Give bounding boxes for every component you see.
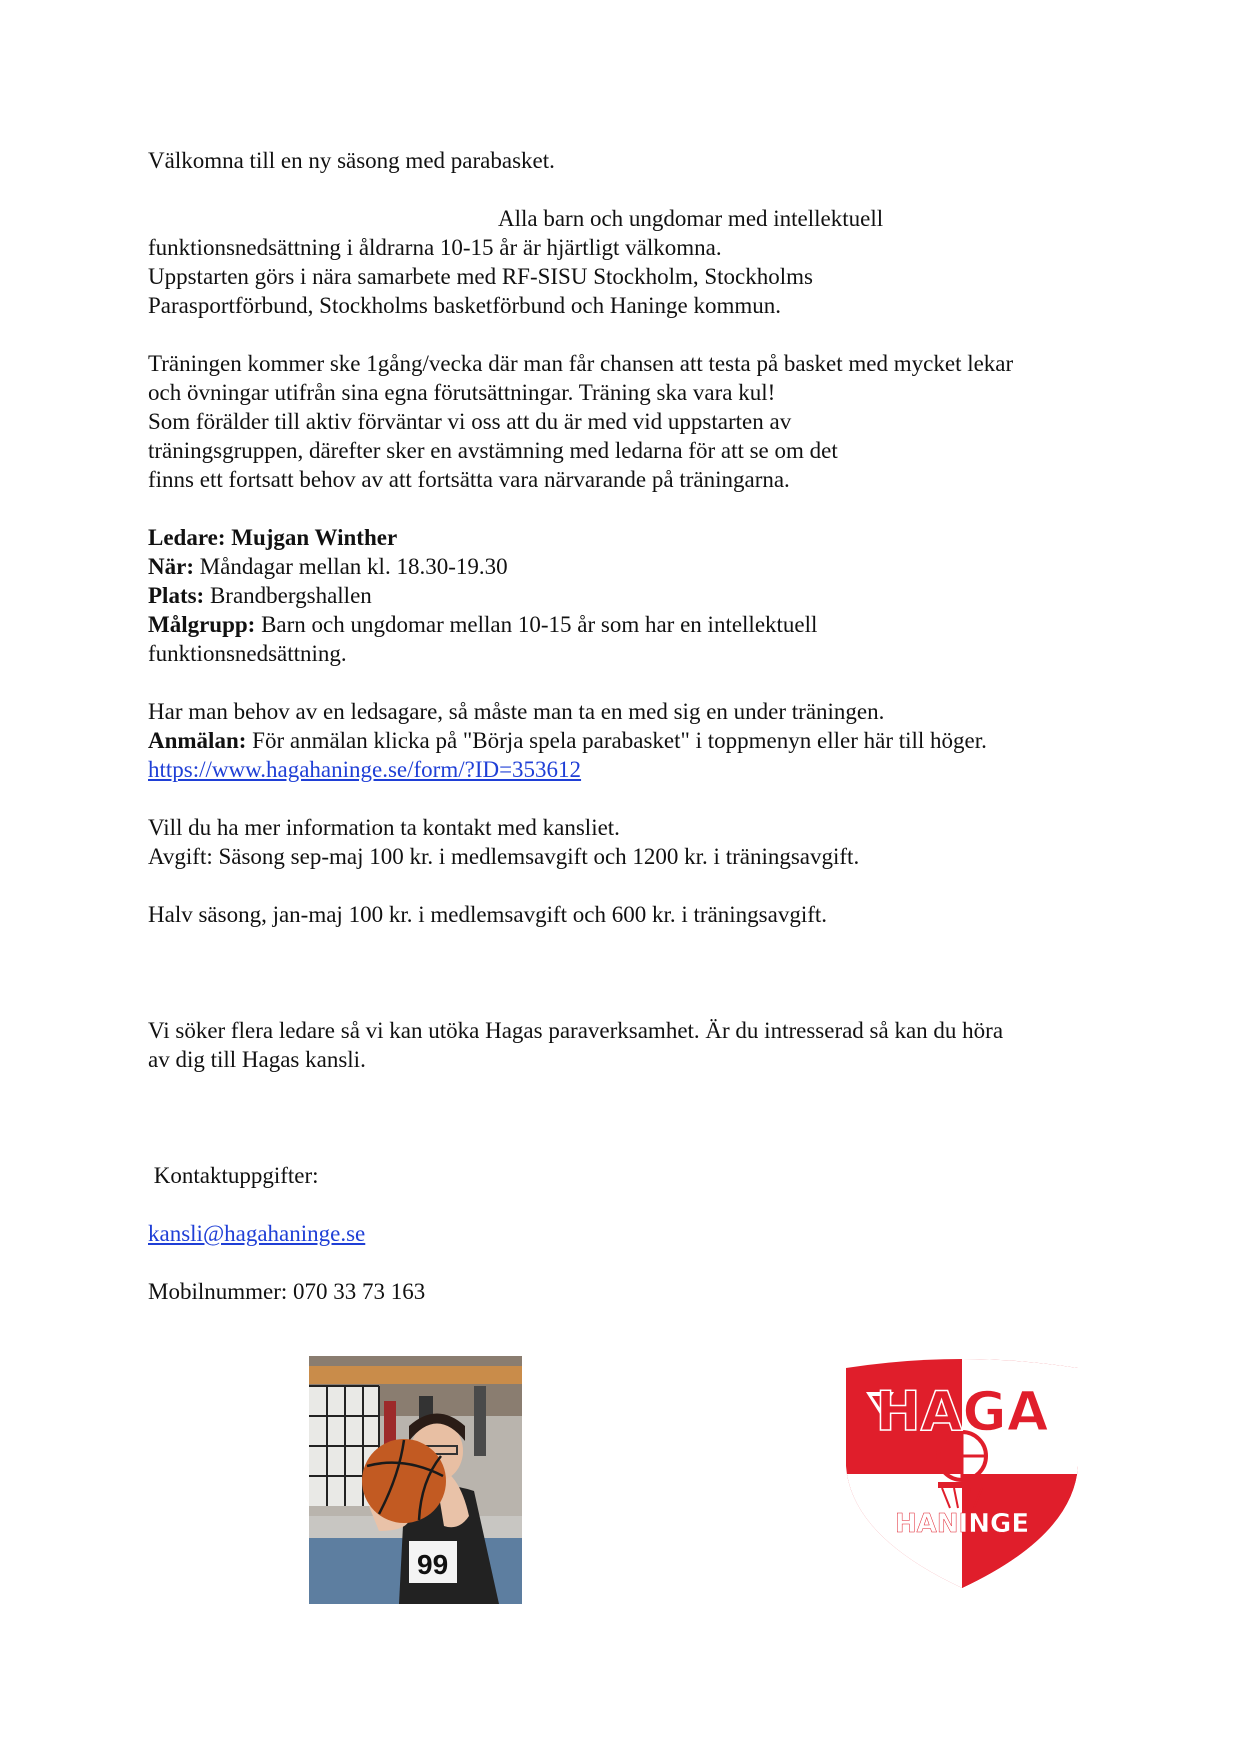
signup-label: Anmälan: (148, 728, 247, 753)
training-line-5: finns ett fortsatt behov av att fortsätta vara närvarande på träningarna. (148, 467, 790, 492)
signup-text: För anmälan klicka på "Börja spela parabasket" i toppmenyn eller här till höger. (246, 728, 987, 753)
target-label: Målgrupp: (148, 612, 256, 637)
training-line-3: Som förälder till aktiv förväntar vi oss att du är med vid uppstarten av (148, 409, 792, 434)
jersey-number: 99 (417, 1549, 449, 1580)
when-value: Måndagar mellan kl. 18.30-19.30 (193, 554, 508, 579)
intro-line-2: funktionsnedsättning i åldrarna 10-15 år är hjärtligt välkomna. (148, 235, 722, 260)
player-photo (309, 1356, 522, 1604)
intro-line-3: Uppstarten görs i nära samarbete med RF-SISU Stockholm, Stockholms (148, 264, 814, 289)
signup-form-link[interactable]: https://www.hagahaninge.se/form/?ID=353612 (148, 757, 582, 782)
target-value: Barn och ungdomar mellan 10-15 år som har en intellektuell (255, 612, 818, 637)
target-value-continued: funktionsnedsättning. (148, 641, 347, 666)
contact-phone: Mobilnummer: 070 33 73 163 (148, 1279, 426, 1304)
intro-line-4: Parasportförbund, Stockholms basketförbund och Haninge kommun. (148, 293, 782, 318)
contact-email-link[interactable]: kansli@hagahaninge.se (148, 1221, 366, 1246)
contact-heading: Kontaktuppgifter: (148, 1163, 319, 1188)
when-label: När: (148, 554, 194, 579)
haga-haninge-logo (838, 1356, 1086, 1592)
logo-top-text: HAGA (875, 1380, 1049, 1443)
logo-bottom-text: HANINGE (894, 1509, 1030, 1539)
leader-heading: Ledare: Mujgan Winther (148, 525, 398, 550)
companion-text: Har man behov av en ledsagare, så måste man ta en med sig en under träningen. (148, 699, 885, 724)
training-line-4: träningsgruppen, därefter sker en avstämning med ledarna för att se om det (148, 438, 838, 463)
intro-line-1: Alla barn och ungdomar med intellektuell (498, 206, 884, 231)
document-body (148, 146, 1108, 1306)
training-line-2: och övningar utifrån sina egna förutsättningar. Träning ska vara kul! (148, 380, 776, 405)
fee-half-season: Halv säsong, jan-maj 100 kr. i medlemsavgift och 600 kr. i träningsavgift. (148, 902, 828, 927)
place-label: Plats: (148, 583, 205, 608)
fee-full-season: Avgift: Säsong sep-maj 100 kr. i medlemsavgift och 1200 kr. i träningsavgift. (148, 844, 860, 869)
training-line-1: Träningen kommer ske 1gång/vecka där man får chansen att testa på basket med mycket lekar (148, 351, 1014, 376)
leaders-wanted-line-2: av dig till Hagas kansli. (148, 1047, 366, 1072)
leaders-wanted-line-1: Vi söker flera ledare så vi kan utöka Hagas paraverksamhet. Är du intresserad så kan du höra (148, 1018, 1004, 1043)
welcome-text: Välkomna till en ny säsong med parabasket. (148, 148, 555, 173)
more-info-text: Vill du ha mer information ta kontakt med kansliet. (148, 815, 620, 840)
place-value: Brandbergshallen (204, 583, 372, 608)
